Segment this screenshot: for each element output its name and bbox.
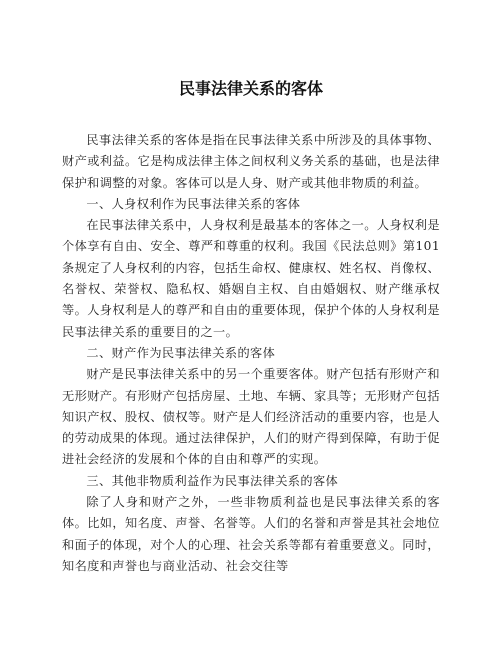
section-heading-personal-rights: 一、人身权利作为民事法律关系的客体 — [86, 196, 301, 211]
document-body — [62, 130, 440, 577]
non-material-interests-paragraph: 除了人身和财产之外，一些非物质利益也是民事法律关系的客体。比如，知名度、声誉、名誉等。人们的名誉和声誉是其社会地位和面子的体现，对个人的心理、社会关系等都有着重要意义。同时，知名度和声誉也与商业活动、社会交往等 — [62, 495, 440, 573]
document-title: 民事法律关系的客体 — [178, 79, 323, 98]
intro-paragraph: 民事法律关系的客体是指在民事法律关系中所涉及的具体事物、财产或利益。它是构成法律主体之间权利义务关系的基础，也是法律保护和调整的对象。客体可以是人身、财产或其他非物质的利益。 — [62, 133, 440, 190]
section-heading-non-material-interests: 三、其他非物质利益作为民事法律关系的客体 — [86, 473, 339, 488]
property-paragraph: 财产是民事法律关系中的另一个重要客体。财产包括有形财产和无形财产。有形财产包括房屋、土地、车辆、家具等；无形财产包括知识产权、股权、债权等。财产是人们经济活动的重要内容，也是人的劳动成果的体现。通过法律保护，人们的财产得到保障，有助于促进社会经济的发展和个体的自由和尊严的实现。 — [62, 367, 440, 467]
personal-rights-paragraph: 在民事法律关系中，人身权利是最基本的客体之一。人身权利是个体享有自由、安全、尊严和尊重的权利。我国《民法总则》第101条规定了人身权利的内容，包括生命权、健康权、姓名权、肖像权、名誉权、荣誉权、隐私权、婚姻自主权、自由婚姻权、财产继承权等。人身权利是人的尊严和自由的重要体现，保护个体的人身权利是民事法律关系的重要目的之一。 — [62, 218, 440, 339]
section-heading-property: 二、财产作为民事法律关系的客体 — [86, 345, 276, 360]
